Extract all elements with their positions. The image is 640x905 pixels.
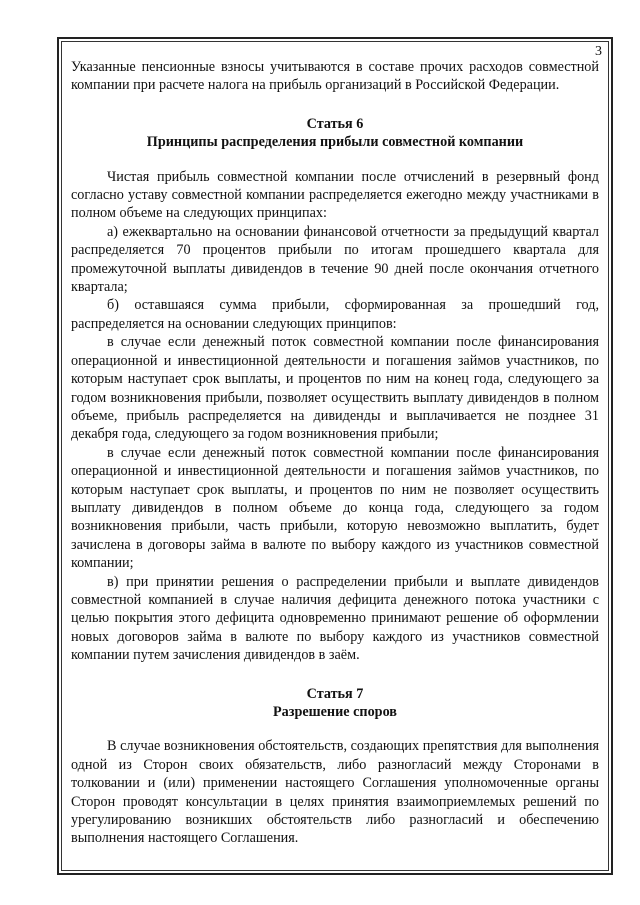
article-6-item-b-case-1: в случае если денежный поток совместной компании после финансирования операционной и инвестиционной деятельности и погашения займов участников, по которым наступает срок выплаты, и процентов по ним на конец года, следующего за годом возникновения прибыли, позволяет осуществить выплату дивидендов в полном объеме, прибыль распределяется на дивиденды и выплачивается не позднее 31 декабря года, следующего за годом возникновения прибыли; — [71, 334, 599, 443]
article-7-paragraph-1: В случае возникновения обстоятельств, создающих препятствия для выполнения одной из Сторон своих обязательств, либо разногласий между Сторонами в толковании и (или) применении настоящего Соглашения уполномоченные органы Сторон проводят консультации в целях принятия взаимоприемлемых решений по урегулированию возникших обстоятельств либо разногласий и обеспечению выполнения настоящего Соглашения. — [71, 738, 599, 847]
article-7-number: Статья 7 — [306, 685, 364, 702]
page-number: 3 — [595, 44, 602, 59]
article-6-paragraph-1: Чистая прибыль совместной компании после отчислений в резервный фонд согласно уставу совместной компании распределяется ежегодно между участниками в полном объеме на следующих принципах: — [71, 168, 599, 222]
article-7-title: Разрешение споров — [273, 704, 397, 720]
article-6-number: Статья 6 — [306, 115, 364, 132]
intro-paragraph: Указанные пенсионные взносы учитываются в составе прочих расходов совместной компании при расчете налога на прибыль организаций в Российской Федерации. — [71, 59, 599, 94]
article-6-item-v: в) при принятии решения о распределении прибыли и выплате дивидендов совместной компанией в случае наличия дефицита денежного потока участники с целью покрытия этого дефицита одновременно принимают решение об оформлении новых договоров займа в валюте по выбору каждого из участников совместной компании путем зачисления дивидендов в заём. — [71, 573, 599, 664]
article-6-item-b-case-2: в случае если денежный поток совместной компании после финансирования операционной и инвестиционной деятельности и погашения займов участников, по которым наступает срок выплаты, и процентов по ним не позволяет осуществить выплату дивидендов в полном объеме до конца года, следующего за годом возникновения прибыли, часть прибыли, которую невозможно выплатить, будет зачислена в договоры займа в валюте по выбору каждого из участников совместной компании; — [71, 444, 599, 572]
article-6-item-a: а) ежеквартально на основании финансовой отчетности за предыдущий квартал распределяется 70 процентов прибыли по итогам прошедшего квартала для промежуточной выплаты дивидендов в течение 90 дней после окончания отчетного квартала; — [71, 223, 599, 296]
article-6-item-b: б) оставшаяся сумма прибыли, сформированная за прошедший год, распределяется на основании следующих принципов: — [71, 297, 599, 332]
document-body — [71, 58, 599, 848]
article-6-title: Принципы распределения прибыли совместной компании — [146, 134, 524, 151]
